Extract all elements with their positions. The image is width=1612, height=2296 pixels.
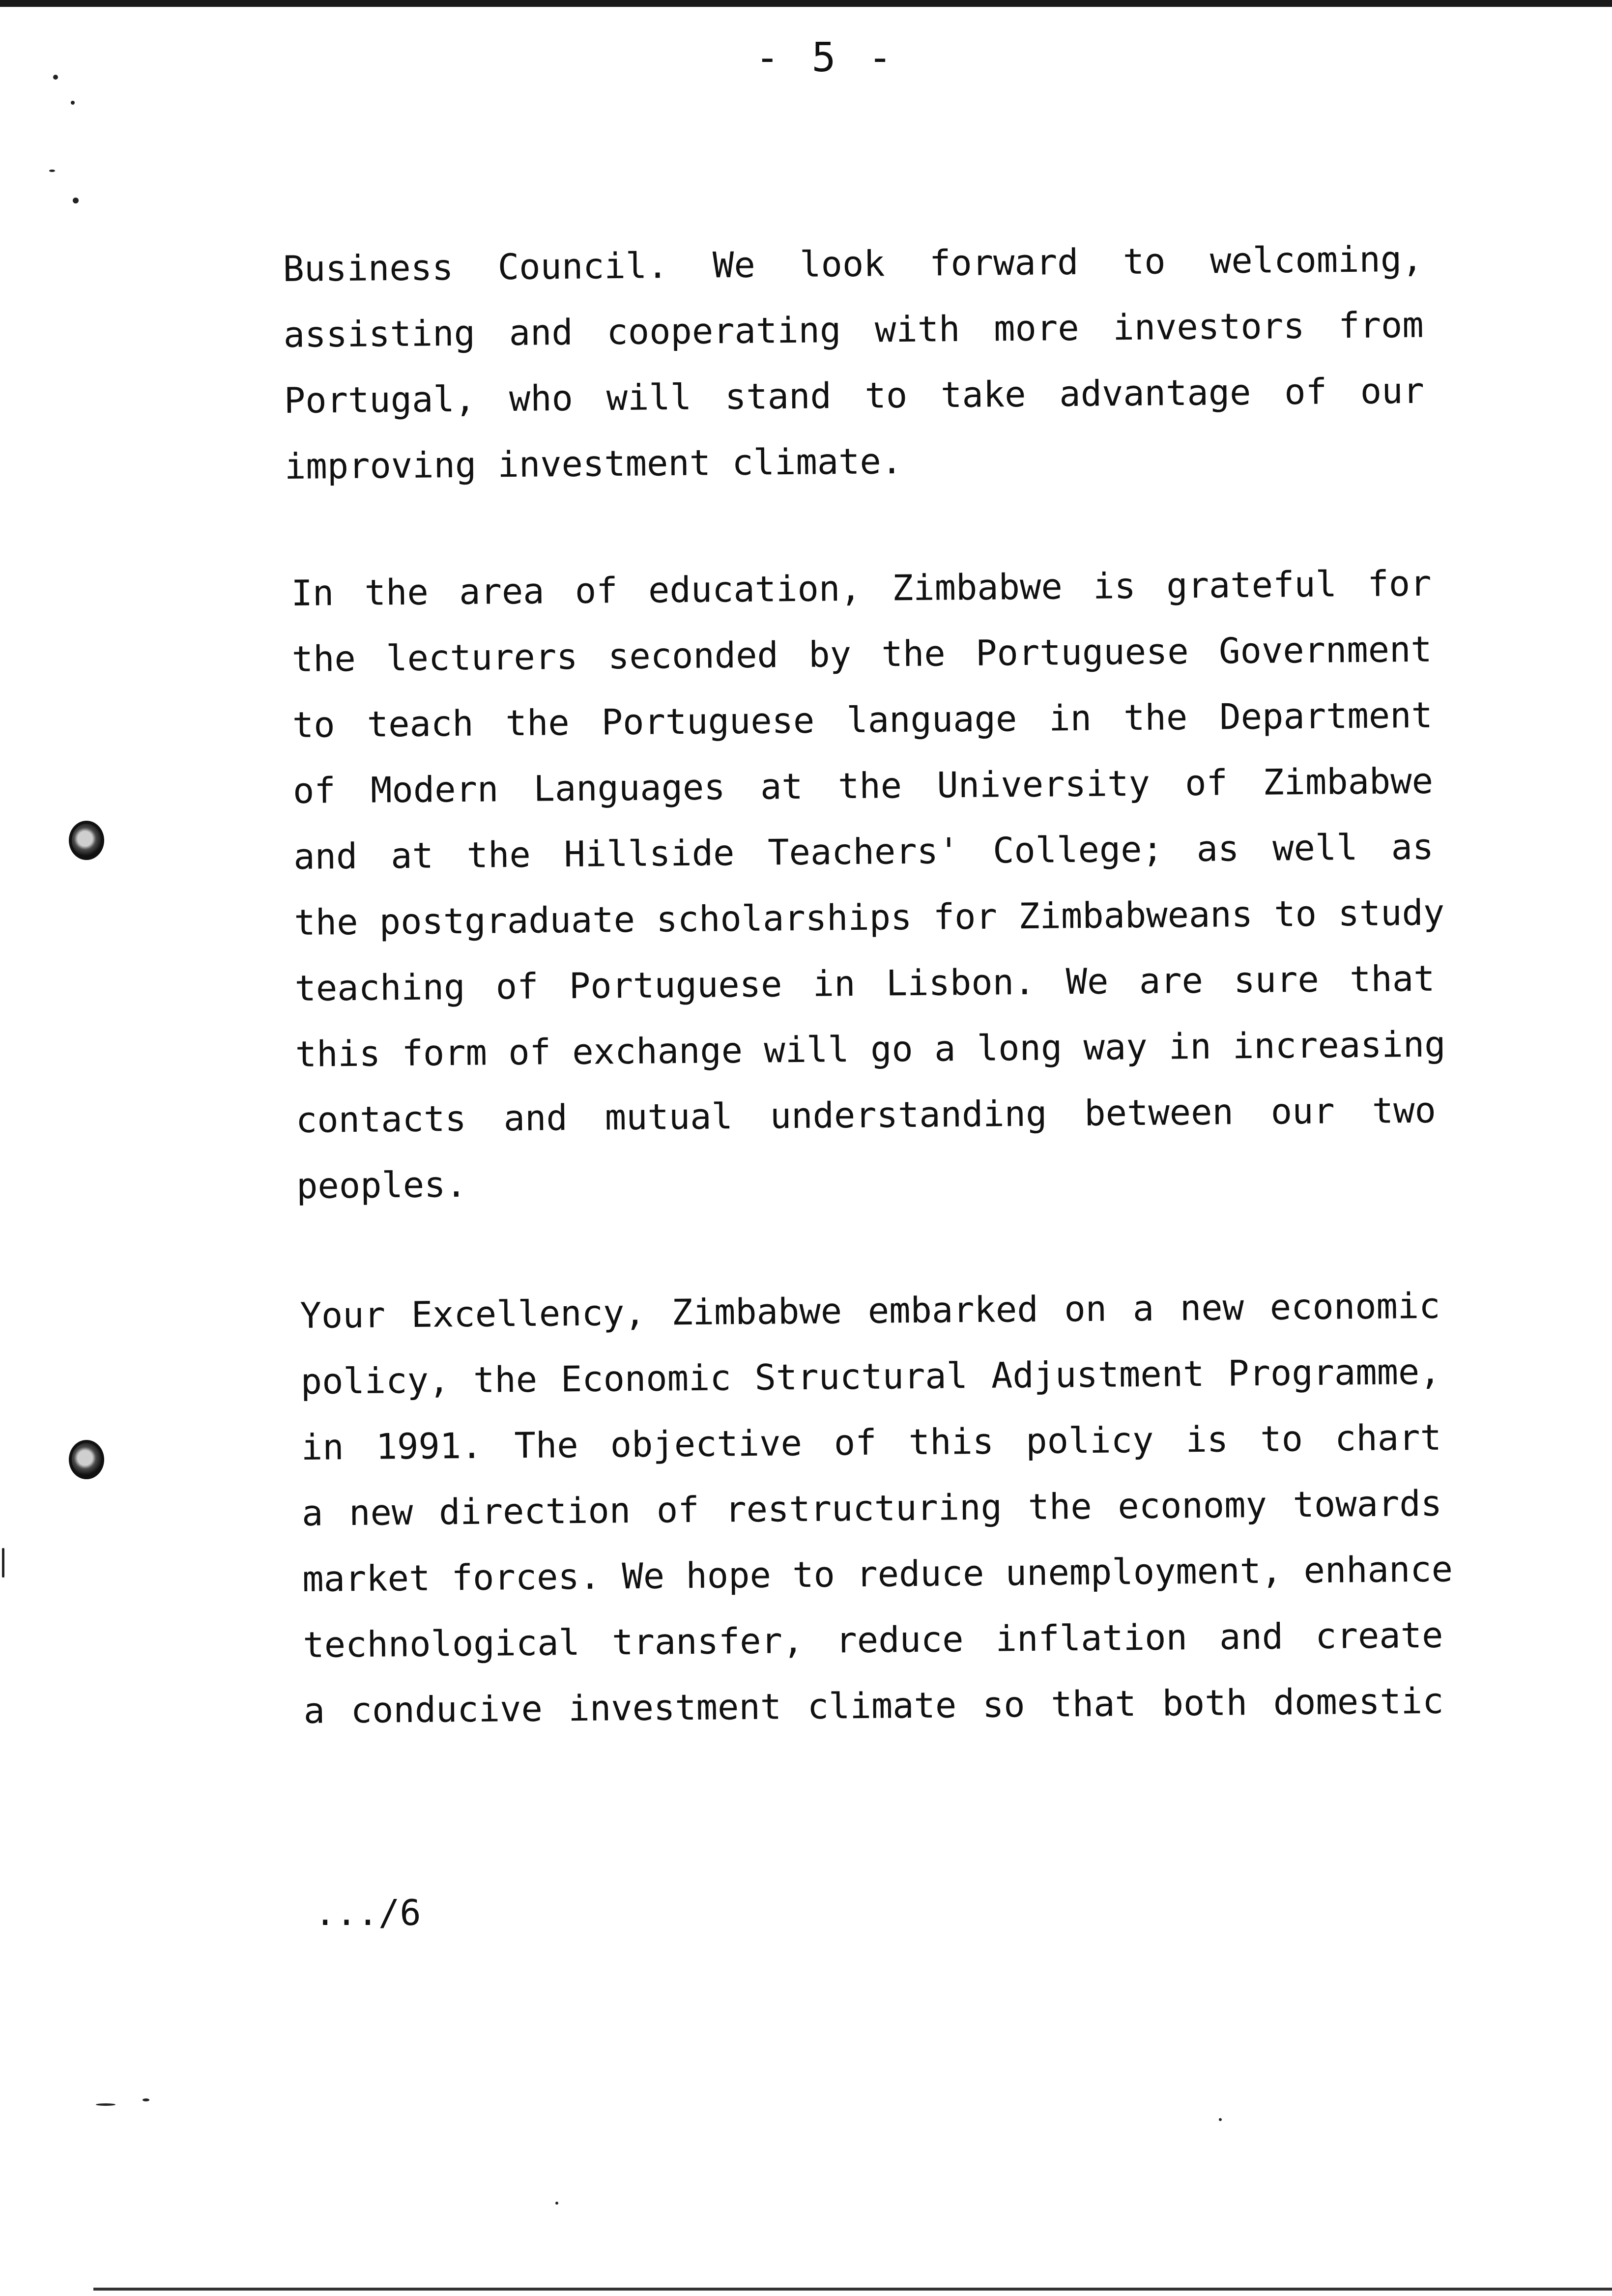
scan-speck — [96, 2103, 115, 2106]
text-line: in 1991. The objective of this policy is to chart — [301, 1416, 1442, 1468]
punch-hole-icon — [69, 821, 104, 860]
text-line: improving investment climate. — [284, 440, 903, 487]
text-line: technological transfer, reduce inflation and create — [303, 1614, 1443, 1665]
scan-speck — [143, 2098, 149, 2101]
scan-speck — [555, 2202, 558, 2205]
scan-speck — [1219, 2118, 1222, 2121]
scan-speck — [2, 1548, 4, 1578]
text-line: this form of exchange will go a long way in increasing — [295, 1023, 1446, 1075]
text-line: In the area of education, Zimbabwe is grateful for — [291, 562, 1432, 614]
text-line: peoples. — [296, 1163, 467, 1206]
paragraph-economic-policy — [300, 1273, 1453, 1744]
text-line: Portugal, who will stand to take advantage of our — [284, 370, 1425, 421]
text-line: the postgraduate scholarships for Zimbabweans to study — [294, 891, 1445, 943]
punch-hole-icon — [69, 1440, 104, 1479]
text-line: contacts and mutual understanding between our two — [295, 1089, 1437, 1141]
scan-speck — [49, 170, 55, 172]
text-line: Your Excellency, Zimbabwe embarked on a new economic — [300, 1285, 1440, 1336]
scan-speck — [53, 75, 58, 80]
page-number: - 5 - — [755, 34, 896, 81]
text-line: of Modern Languages at the University of Zimbabwe — [292, 760, 1434, 811]
scan-speck — [73, 198, 79, 203]
text-line: policy, the Economic Structural Adjustment Programme, — [300, 1350, 1441, 1402]
paragraph-business-council — [283, 226, 1425, 499]
text-line: assisting and cooperating with more investors from — [283, 304, 1424, 355]
text-line: the lecturers seconded by the Portuguese Government — [291, 628, 1433, 680]
text-line: a conducive investment climate so that both domestic — [303, 1680, 1444, 1731]
text-line: a new direction of restructuring the economy towards — [301, 1482, 1442, 1534]
text-line: teaching of Portuguese in Lisbon. We are sure that — [294, 957, 1435, 1009]
bottom-scan-edge — [93, 2288, 1612, 2291]
continuation-marker: .../6 — [315, 1892, 421, 1933]
scan-speck — [71, 101, 75, 105]
text-line: market forces. We hope to reduce unemployment, enhance — [302, 1548, 1453, 1600]
text-line: Business Council. We look forward to welcoming, — [283, 238, 1423, 289]
top-scan-edge — [0, 0, 1612, 7]
text-line: to teach the Portuguese language in the Department — [292, 694, 1433, 746]
text-line: and at the Hillside Teachers' College; as well as — [293, 826, 1434, 877]
paragraph-education — [291, 550, 1446, 1219]
